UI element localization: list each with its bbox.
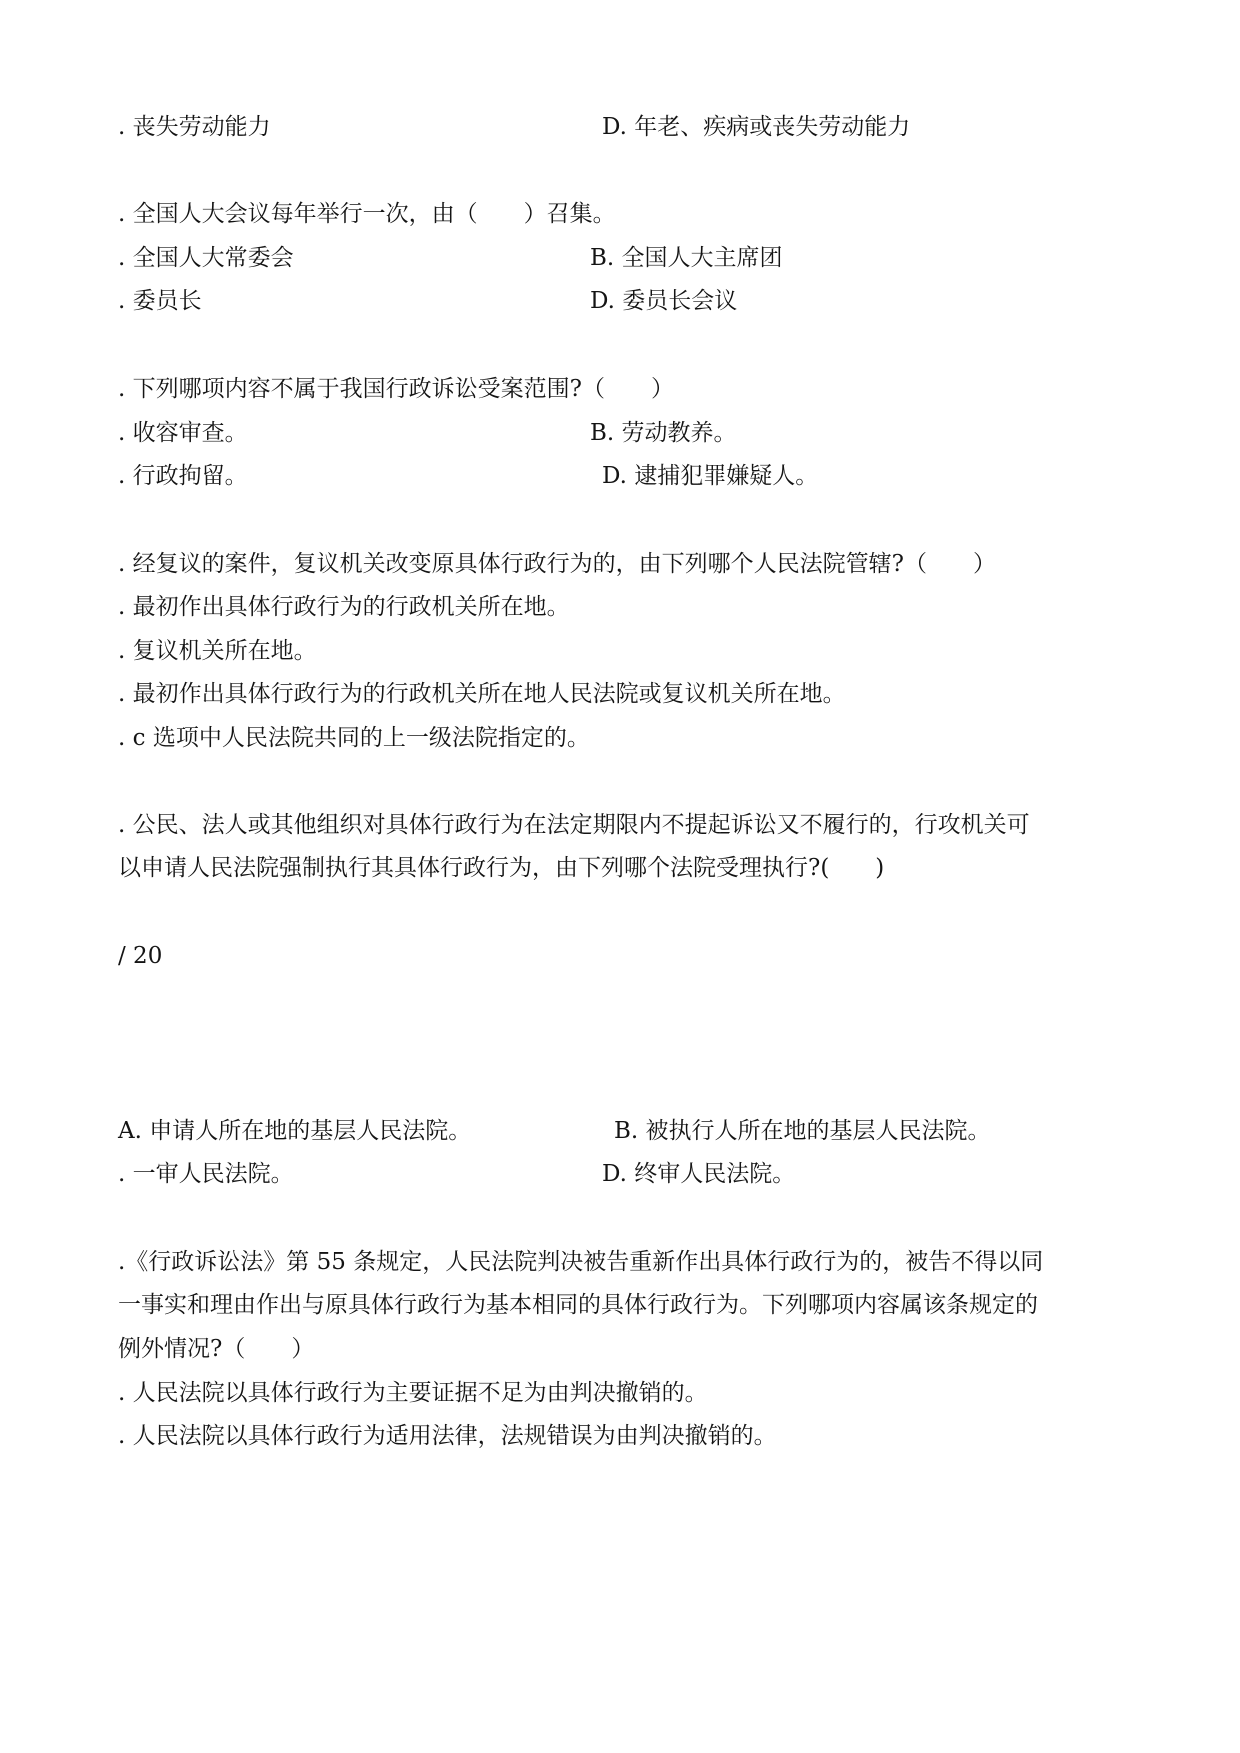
- enforce-option-c: . 一审人民法院。: [118, 1161, 294, 1187]
- prev-question-option-c: . 丧失劳动能力: [118, 114, 271, 140]
- npc-option-b: B. 全国人大主席团: [590, 245, 783, 271]
- scope-option-a: . 收容审查。: [118, 420, 248, 446]
- exception-question-stem-line1: .《行政诉讼法》第 55 条规定，人民法院判决被告重新作出具体行政行为的，被告不得以同: [118, 1249, 1044, 1275]
- jurisdiction-option-c: . 最初作出具体行政行为的行政机关所在地人民法院或复议机关所在地。: [118, 681, 846, 707]
- exception-question-stem-line2: 一事实和理由作出与原具体行政行为基本相同的具体行政行为。下列哪项内容属该条规定的: [118, 1292, 1038, 1318]
- npc-question-stem: . 全国人大会议每年举行一次，由（ ）召集。: [118, 201, 616, 227]
- jurisdiction-option-d: . c 选项中人民法院共同的上一级法院指定的。: [118, 725, 590, 751]
- scope-option-b: B. 劳动教养。: [590, 420, 737, 446]
- enforce-option-d: D. 终审人民法院。: [602, 1161, 796, 1187]
- scope-option-c: . 行政拘留。: [118, 463, 248, 489]
- jurisdiction-option-b: . 复议机关所在地。: [118, 638, 317, 664]
- exception-option-a: . 人民法院以具体行政行为主要证据不足为由判决撤销的。: [118, 1380, 708, 1406]
- npc-option-a: . 全国人大常委会: [118, 245, 294, 271]
- exception-question-stem-line3: 例外情况?（ ）: [118, 1336, 315, 1362]
- scope-option-d: D. 逮捕犯罪嫌疑人。: [602, 463, 819, 489]
- npc-option-d: D. 委员长会议: [590, 288, 738, 314]
- enforce-question-stem-line1: . 公民、法人或其他组织对具体行政行为在法定期限内不提起诉讼又不履行的，行攻机关可: [118, 812, 1030, 838]
- page-number: / 20: [118, 943, 163, 969]
- jurisdiction-option-a: . 最初作出具体行政行为的行政机关所在地。: [118, 594, 570, 620]
- enforce-question-stem-line2: 以申请人民法院强制执行其具体行政行为，由下列哪个法院受理执行?( ): [118, 855, 885, 881]
- npc-option-c: . 委员长: [118, 288, 202, 314]
- enforce-option-b: B. 被执行人所在地的基层人民法院。: [614, 1118, 991, 1144]
- exception-option-b: . 人民法院以具体行政行为适用法律，法规错误为由判决撤销的。: [118, 1423, 777, 1449]
- enforce-option-a: A. 申请人所在地的基层人民法院。: [118, 1118, 472, 1144]
- jurisdiction-question-stem: . 经复议的案件，复议机关改变原具体行政行为的，由下列哪个人民法院管辖?（ ）: [118, 551, 996, 577]
- scope-question-stem: . 下列哪项内容不属于我国行政诉讼受案范围?（ ）: [118, 376, 674, 402]
- prev-question-option-d: D. 年老、疾病或丧失劳动能力: [602, 114, 911, 140]
